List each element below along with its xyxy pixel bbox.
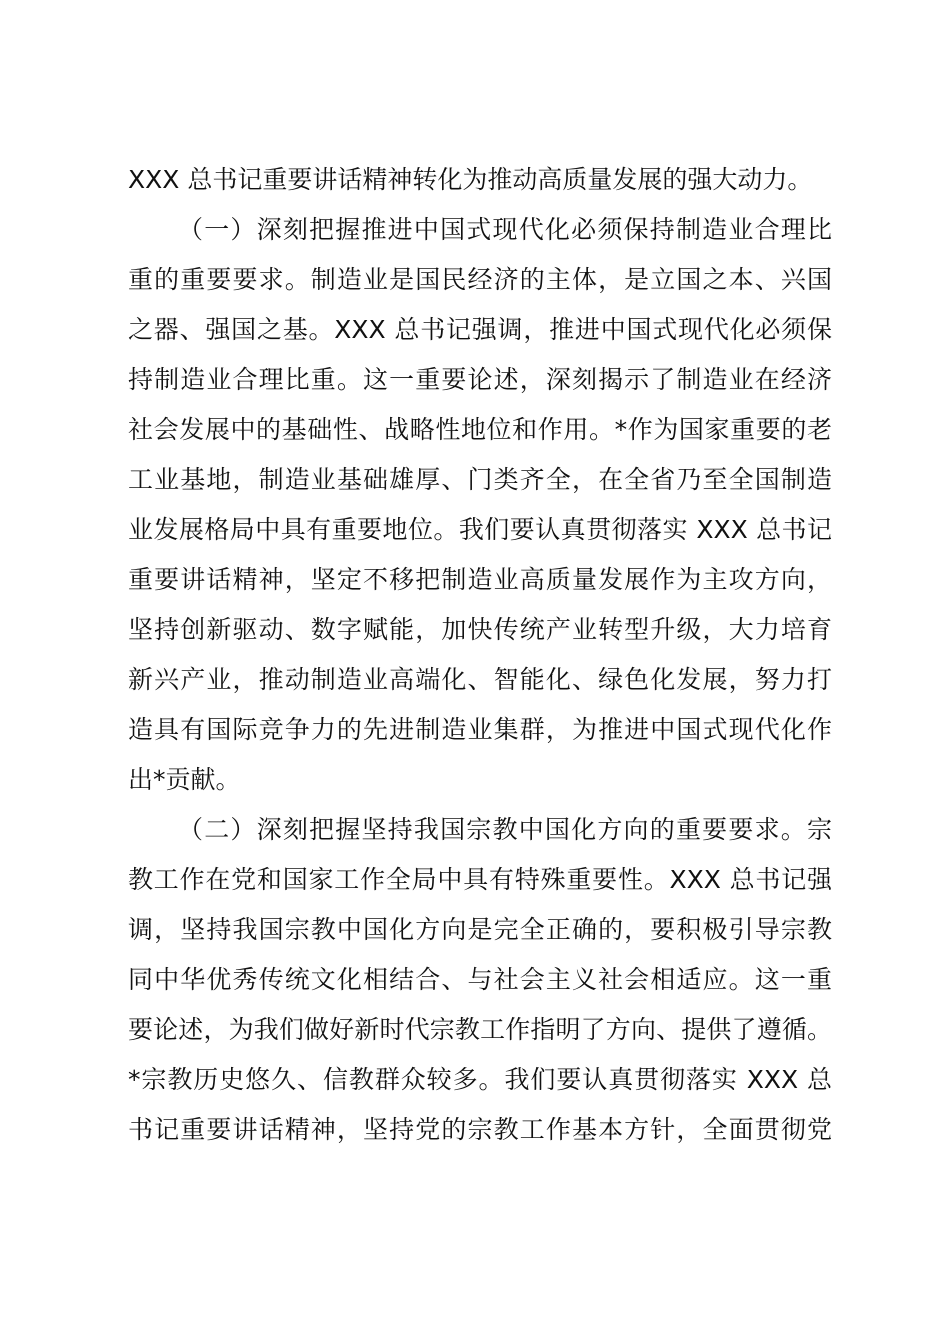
text-line-9: 重要讲话精神，坚定不移把制造业高质量发展作为主攻方向， <box>128 565 832 594</box>
text-line-10: 坚持创新驱动、数字赋能，加快传统产业转型升级，大力培育 <box>128 615 832 644</box>
text-line-12: 造具有国际竞争力的先进制造业集群，为推进中国式现代化作 <box>128 715 832 744</box>
text-line-8: 业发展格局中具有重要地位。我们要认真贯彻落实 XXX 总书记 <box>128 515 832 544</box>
text-line-16: 调，坚持我国宗教中国化方向是完全正确的，要积极引导宗教 <box>128 915 832 944</box>
text-line-4: 之器、强国之基。XXX 总书记强调，推进中国式现代化必须保 <box>128 315 832 344</box>
text-line-11: 新兴产业，推动制造业高端化、智能化、绿色化发展，努力打 <box>128 665 832 694</box>
text-line-15: 教工作在党和国家工作全局中具有特殊重要性。XXX 总书记强 <box>128 865 832 894</box>
text-line-7: 工业基地，制造业基础雄厚、门类齐全，在全省乃至全国制造 <box>128 465 832 494</box>
text-line-20: 书记重要讲话精神，坚持党的宗教工作基本方针，全面贯彻党 <box>128 1115 832 1144</box>
text-line-3: 重的重要要求。制造业是国民经济的主体，是立国之本、兴国 <box>128 265 832 294</box>
text-line-17: 同中华优秀传统文化相结合、与社会主义社会相适应。这一重 <box>128 965 832 994</box>
text-line-5: 持制造业合理比重。这一重要论述，深刻揭示了制造业在经济 <box>128 365 832 394</box>
text-line-19: *宗教历史悠久、信教群众较多。我们要认真贯彻落实 XXX 总 <box>128 1065 832 1094</box>
text-line-1: XXX 总书记重要讲话精神转化为推动高质量发展的强大动力。 <box>128 165 813 194</box>
paragraph-2-heading-line: （二）深刻把握坚持我国宗教中国化方向的重要要求。宗 <box>178 815 832 844</box>
document-body <box>128 155 832 1155</box>
paragraph-1-heading-line: （一）深刻把握推进中国式现代化必须保持制造业合理比 <box>178 215 832 244</box>
text-line-6: 社会发展中的基础性、战略性地位和作用。*作为国家重要的老 <box>128 415 832 444</box>
text-line-18: 要论述，为我们做好新时代宗教工作指明了方向、提供了遵循。 <box>128 1015 832 1044</box>
text-line-13: 出*贡献。 <box>128 765 241 794</box>
